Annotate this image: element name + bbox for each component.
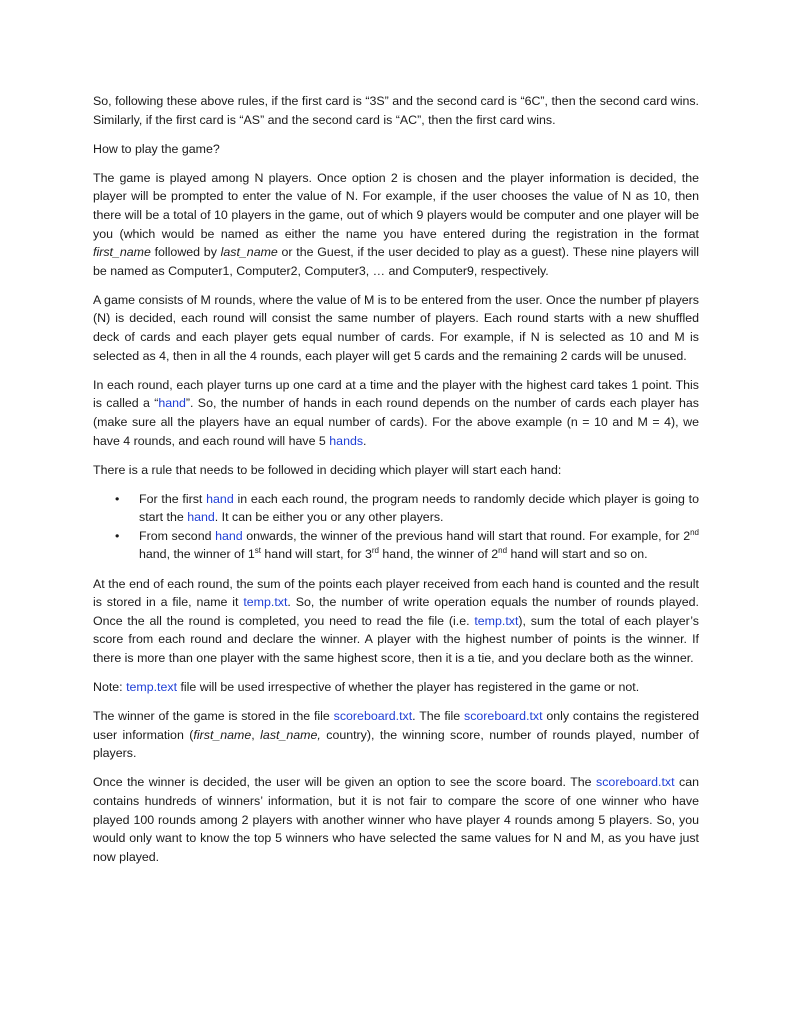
- highlight-hand: hand: [187, 510, 215, 525]
- paragraph-rounds: A game consists of M rounds, where the value of M is to be entered from the user. Once the number pf players (N) is decided, each round will consist the same number of players. Each round starts with a new shuffled deck of cards and each player gets equal number of cards. For example, if N is selected as 10 and M is selected as 4, then in all the 4 rounds, each player will get 5 cards and the remaining 2 cards will be unused.: [93, 292, 699, 363]
- highlight-hands: hands: [329, 433, 364, 448]
- list-item: • From second hand onwards, the winner of the previous hand will start that round. For example, for 2nd hand, the winner of 1st hand will start, for 3rd hand, the winner of 2nd hand will start and so on.: [115, 527, 700, 562]
- paragraph-hands: In each round, each player turns up one card at a time and the player with the highest card takes 1 point. This is called a “hand”. So, the number of hands in each round depends on the number of cards each player has (make sure all the players have an equal number of cards). For the above example (n = 10 and M = 4), we have 4 rounds, and each round will have 5 hands.: [93, 377, 699, 448]
- section-heading-how-to-play: How to play the game?: [93, 141, 220, 156]
- highlight-scoreboard-file: scoreboard.txt: [333, 709, 413, 724]
- ordinal-suffix: rd: [371, 546, 379, 556]
- ordinal-suffix: nd: [498, 546, 508, 556]
- bullet-marker: •: [115, 491, 120, 506]
- paragraph-scoreboard-storage: The winner of the game is stored in the file scoreboard.txt. The file scoreboard.txt only contains the registered user information (first_name, last_name, country), the winning score, number of rounds played, number of players.: [93, 709, 699, 761]
- highlight-hand: hand: [215, 528, 243, 543]
- highlight-hand: hand: [206, 491, 234, 506]
- ordinal-suffix: nd: [690, 527, 700, 537]
- paragraph-round-scoring: At the end of each round, the sum of the points each player received from each hand is counted and the result is stored in a file, name it temp.txt. So, the number of write operation equals the number of rounds played. Once the all the round is completed, you need to read the file (i.e. temp.txt), sum the total of each player’s score from each round and declare the winner. A player with the highest number of points is the winner. If there is more than one player with the same highest score, then it is a tie, and you declare both as the winner.: [93, 576, 699, 665]
- paragraph-card-rules-summary: So, following these above rules, if the first card is “3S” and the second card is “6C”, then the second card wins. Similarly, if the first card is “AS” and the second card is “AC”, then the first card wins.: [93, 94, 699, 127]
- paragraph-scoreboard-view: Once the winner is decided, the user will be given an option to see the score board. The scoreboard.txt can contains hundreds of winners’ information, but it is not fair to compare the score of one winner who have played 100 rounds among 2 players with another winner who have player 4 rounds among 5 players. So, you would only want to know the top 5 winners who have selected the same values for N and M, as you have just now played.: [93, 775, 699, 864]
- first-name-term: first_name: [193, 727, 252, 742]
- highlight-temp-file: temp.txt: [474, 613, 519, 628]
- first-name-term: first_name: [93, 245, 151, 260]
- last-name-term: last_name,: [260, 727, 321, 742]
- bullet-marker: •: [115, 528, 120, 543]
- highlight-temp-text-file: temp.text: [126, 680, 178, 695]
- bullet-list: [93, 490, 699, 564]
- paragraph-note: Note: temp.text file will be used irrespective of whether the player has registered in the game or not.: [93, 680, 640, 695]
- highlight-scoreboard-file: scoreboard.txt: [596, 775, 675, 790]
- ordinal-suffix: st: [254, 546, 261, 556]
- highlight-temp-file: temp.txt: [243, 595, 288, 610]
- paragraph-players: The game is played among N players. Once option 2 is chosen and the player information is decided, the player will be prompted to enter the value of N. For example, if the user chooses the value of N as 10, then there will be a total of 10 players in the game, out of which 9 players would be computer and one player will be you (which would be named as either the name you have entered during the registration in the format first_name followed by last_name or the Guest, if the user decided to play as a guest). These nine players will be named as Computer1, Computer2, Computer3, … and Computer9, respectively.: [93, 170, 699, 278]
- last-name-term: last_name: [220, 245, 278, 260]
- list-item: • For the first hand in each each round, the program needs to randomly decide which player is going to start the hand. It can be either you or any other players.: [115, 491, 699, 525]
- highlight-hand: hand: [158, 396, 186, 411]
- document-page: [93, 92, 699, 877]
- highlight-scoreboard-file: scoreboard.txt: [464, 709, 543, 724]
- paragraph-start-rule-intro: There is a rule that needs to be followed in deciding which player will start each hand:: [93, 462, 562, 477]
